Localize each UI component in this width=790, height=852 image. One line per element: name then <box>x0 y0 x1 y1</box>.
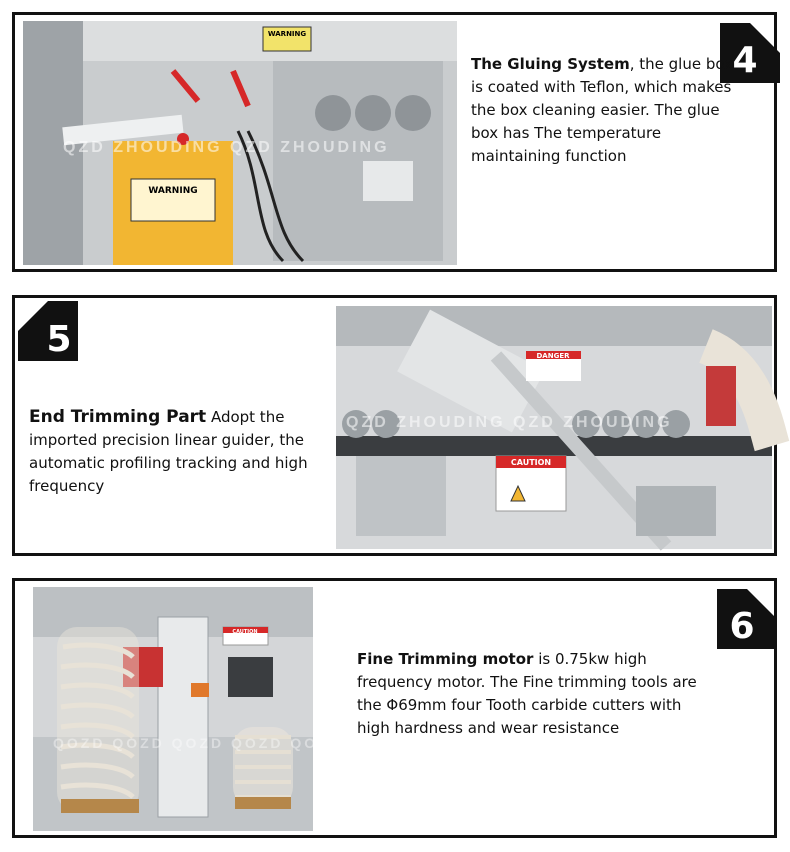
fine-trimming-illustration <box>33 587 313 831</box>
caution-label: CAUTION <box>232 629 258 635</box>
section-4-number: 4 <box>732 40 758 81</box>
warning-box-label: WARNING <box>148 186 198 196</box>
section-5-number: 5 <box>46 319 72 360</box>
section-4-text <box>471 53 733 168</box>
photo-watermark: QOZD QOZD QOZD QOZD QOZD QOZD QOZD <box>53 735 462 751</box>
photo-watermark: QZD ZHOUDING QZD ZHOUDING <box>346 414 673 431</box>
section-5-title: End Trimming Part <box>29 407 207 427</box>
photo-watermark: QZD ZHOUDING QZD ZHOUDING <box>63 139 390 156</box>
section-6-text <box>357 648 702 740</box>
danger-label: DANGER <box>536 352 570 360</box>
section-4-body: , the glue box is coated with Teflon, which makes the box cleaning easier. The glue box has The temperature maintaining function <box>471 55 733 165</box>
section-end-trimming <box>12 295 777 556</box>
section-6-title: Fine Trimming motor <box>357 650 534 668</box>
gluing-system-photo <box>23 21 457 265</box>
section-6-body: is 0.75kw high frequency motor. The Fine trimming tools are the Φ69mm four Tooth carbide cutters with high hardness and wear resistance <box>357 650 697 737</box>
warning-top-label: WARNING <box>267 30 307 38</box>
section-6-number: 6 <box>729 606 755 647</box>
end-trimming-photo <box>336 306 772 549</box>
section-4-title: The Gluing System <box>471 55 630 73</box>
section-5-body: Adopt the imported precision linear guider, the automatic profiling tracking and high frequency <box>29 408 308 495</box>
caution-label: CAUTION <box>510 458 552 467</box>
section-gluing-system <box>12 12 777 272</box>
section-fine-trimming <box>12 578 777 838</box>
section-5-text <box>29 406 329 498</box>
